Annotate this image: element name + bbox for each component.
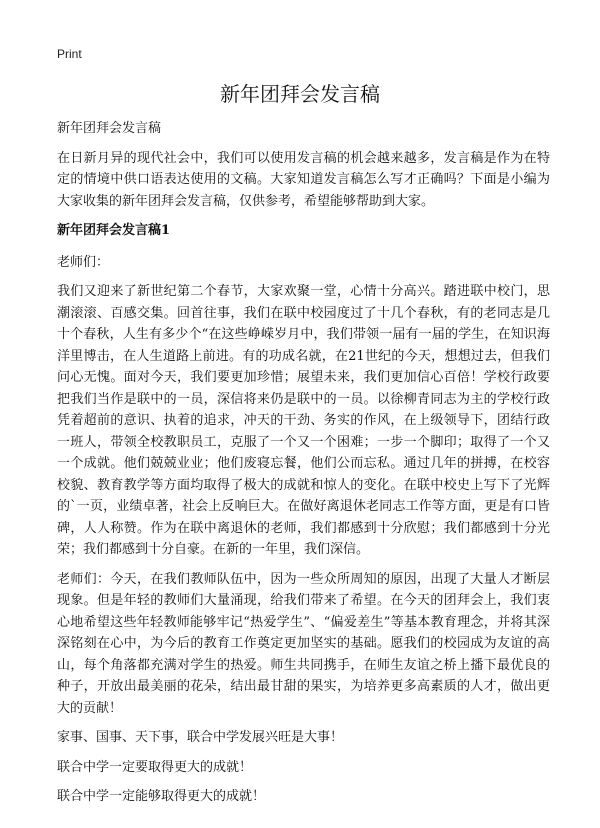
closing-line-3: 联合中学一定能够取得更大的成就！ [57,789,266,804]
print-link[interactable]: Print [57,47,82,61]
body-paragraph-1: 我们又迎来了新世纪第二个春节，大家欢聚一堂，心情十分高兴。踏进联中校门，思潮滚滚、百感交集。回首往事，我们在联中校园度过了十几个春秋，有的老同志是几十个春秋，人生有多少个“在这些峥嵘岁月中，我们带领一届有一届的学生，在知识海洋里博击，在人生道路上前进。有的功成名就，在21世纪的今天，想想过去，但我们问心无愧。面对今天，我们要更加珍惜；展望未来，我们更加信心百倍！学校行政要把我们当作是联中的一员，深信将来仍是联中的一员。以徐柳青同志为主的学校行政凭着超前的意识、执着的追求，冲天的干劲、务实的作风，在上级领导下，团结行政一班人，带领全校教职员工，克服了一个又一个困难；一步一个脚印；取得了一个又一个成就。他们兢兢业业；他们废寝忘餐，他们公而忘私。通过几年的拼搏，在校容校貌、教育教学等方面均取得了极大的成就和惊人的变化。在联中校史上写下了光辉的`一页，业绩卓著，社会上反响巨大。在做好离退休老同志工作等方面，更是有口皆碑，人人称赞。作为在联中离退休的老师，我们都感到十分欣慰；我们都感到十分光荣；我们都感到十分自豪。在新的一年里，我们深信。 [57,284,550,557]
document-body [57,118,550,816]
page-title: 新年团拜会发言稿 [220,82,380,106]
intro-paragraph: 在日新月异的现代社会中，我们可以使用发言稿的机会越来越多，发言稿是作为在特定的情境中供口语表达使用的文稿。大家知道发言稿怎么写才正确吗？下面是小编为大家收集的新年团拜会发言稿，仅供参考，希望能够帮助到大家。 [57,150,550,209]
document-subtitle: 新年团拜会发言稿 [57,121,162,136]
closing-line-1: 家事、国事、天下事，联合中学发展兴旺是大事！ [57,730,344,745]
closing-line-2: 联合中学一定要取得更大的成就！ [57,759,253,775]
section-title: 新年团拜会发言稿1 [57,223,171,238]
greeting: 老师们： [57,254,110,270]
body-paragraph-2: 老师们：今天，在我们教师队伍中，因为一些众所周知的原因，出现了大量人才断层现象。但是年轻的教师们大量涌现，给我们带来了希望。在今天的团拜会上，我们衷心地希望这些年轻教师能够牢记“热爱学生”、“偏爱差生”等基本教育理念，并将其深深铭刻在心中，为今后的教育工作奠定更加坚实的基础。愿我们的校园成为友谊的高山，每个角落都充满对学生的热爱。师生共同携手，在师生友谊之桥上播下最优良的种子，开放出最美丽的花朵，结出最甘甜的果实，为培养更多高素质的人才，做出更大的贡献！ [57,571,550,716]
